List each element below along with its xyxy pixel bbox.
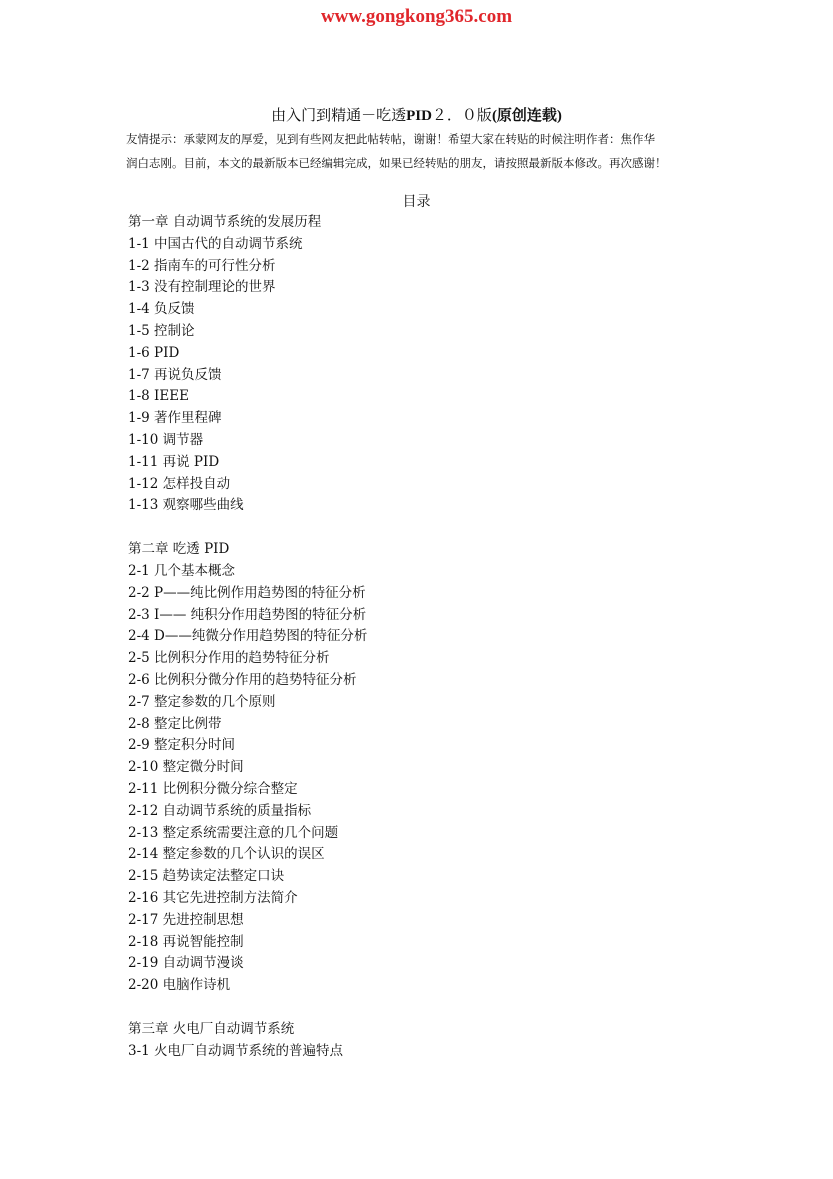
- toc-item: 2-10 整定微分时间: [128, 759, 244, 776]
- toc-item: 1-6 PID: [128, 344, 180, 361]
- toc-chapter: [128, 539, 728, 997]
- notice: [126, 127, 716, 175]
- toc-item: 2-18 再说智能控制: [128, 933, 244, 950]
- toc-item: 2-5 比例积分作用的趋势特征分析: [128, 650, 330, 667]
- title-suffix: (原创连载): [491, 108, 562, 124]
- toc-item: 1-13 观察哪些曲线: [128, 497, 244, 514]
- toc-chapter: [128, 212, 728, 517]
- chapter-title: 第三章 火电厂自动调节系统: [128, 1020, 295, 1037]
- notice-line-2: 润白志刚。目前，本文的最新版本已经编辑完成，如果已经转贴的朋友，请按照最新版本修改。再次感谢！: [126, 156, 667, 170]
- toc-item: 2-4 D——纯微分作用趋势图的特征分析: [128, 628, 368, 645]
- toc-item: 1-11 再说 PID: [128, 453, 220, 470]
- toc-item: 1-10 调节器: [128, 431, 204, 448]
- toc-item: 1-4 负反馈: [128, 301, 195, 318]
- toc-item: 1-5 控制论: [128, 322, 195, 339]
- site-url[interactable]: www.gongkong365.com: [320, 6, 513, 27]
- toc-item: 2-15 趋势读定法整定口诀: [128, 868, 285, 885]
- chapter-title: 第一章 自动调节系统的发展历程: [128, 214, 322, 230]
- toc-chapter: [128, 1019, 728, 1063]
- table-of-contents: [128, 212, 728, 1062]
- toc-item: 1-9 著作里程碑: [128, 410, 222, 427]
- toc-item: 2-2 P——纯比例作用趋势图的特征分析: [128, 584, 366, 601]
- toc-item: 2-14 整定参数的几个认识的误区: [128, 846, 325, 863]
- toc-item: 2-9 整定积分时间: [128, 737, 236, 754]
- toc-item: 1-3 没有控制理论的世界: [128, 279, 276, 296]
- toc-item: 2-12 自动调节系统的质量指标: [128, 802, 312, 819]
- toc-heading: 目录: [402, 194, 431, 210]
- toc-item: 2-16 其它先进控制方法简介: [128, 889, 298, 906]
- title-version: ２．０版: [431, 106, 492, 124]
- chapter-title: 第二章 吃透 PID: [128, 541, 230, 558]
- toc-item: 2-6 比例积分微分作用的趋势特征分析: [128, 671, 357, 688]
- toc-item: 2-7 整定参数的几个原则: [128, 693, 276, 710]
- toc-item: 2-1 几个基本概念: [128, 562, 236, 579]
- toc-item: 2-13 整定系统需要注意的几个问题: [128, 824, 339, 841]
- toc-item: 2-11 比例积分微分综合整定: [128, 780, 298, 797]
- toc-item: 2-20 电脑作诗机: [128, 977, 231, 994]
- document-title: [0, 104, 833, 125]
- toc-item: 1-7 再说负反馈: [128, 366, 222, 383]
- title-bold: PID: [406, 108, 432, 124]
- title-prefix: 由入门到精通－吃透: [271, 106, 407, 124]
- toc-item: 1-1 中国古代的自动调节系统: [128, 235, 303, 252]
- toc-item: 1-2 指南车的可行性分析: [128, 257, 276, 274]
- toc-item: 1-12 怎样投自动: [128, 475, 231, 492]
- toc-item: 1-8 IEEE: [128, 388, 189, 405]
- toc-item: 2-17 先进控制思想: [128, 911, 244, 928]
- toc-item: 2-3 I—— 纯积分作用趋势图的特征分析: [128, 606, 367, 623]
- notice-line-1: 友情提示：承蒙网友的厚爱，见到有些网友把此帖转帖，谢谢！希望大家在转贴的时候注明作者：焦作华: [126, 132, 655, 146]
- toc-item: 2-19 自动调节漫谈: [128, 955, 244, 972]
- toc-item: 2-8 整定比例带: [128, 715, 222, 732]
- toc-item: 3-1 火电厂自动调节系统的普遍特点: [128, 1042, 344, 1059]
